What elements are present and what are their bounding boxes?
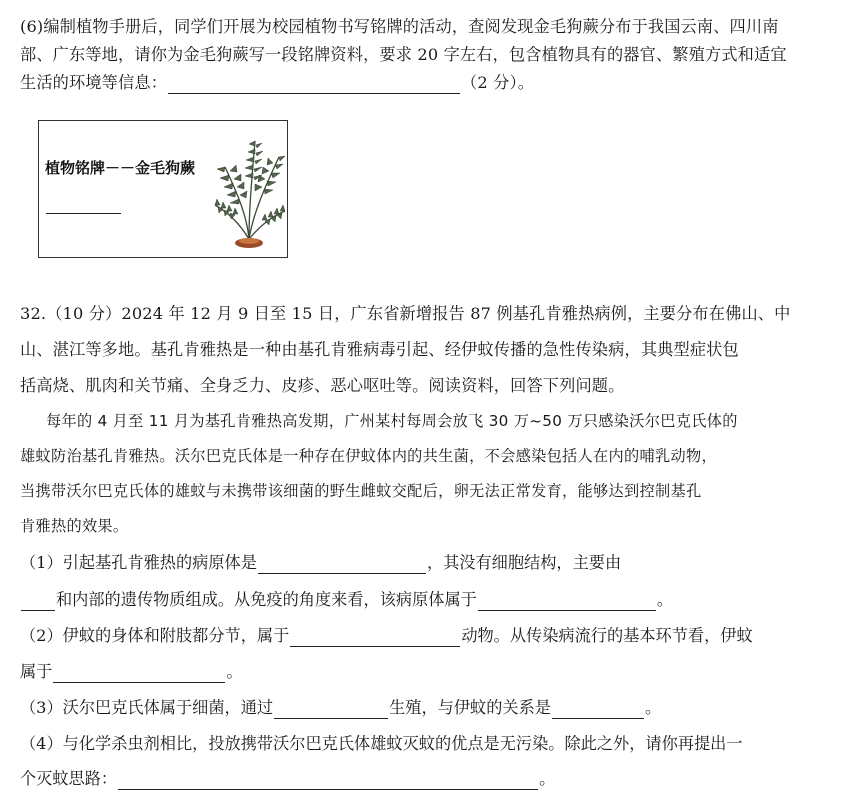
q32-sub3-blank-reproduction[interactable] (274, 700, 388, 719)
q32-sub1-text-a: （1）引起基孔肯雅热的病原体是 (20, 553, 257, 572)
q32-sub2-end: 。 (226, 662, 243, 681)
q32-sub4-line-1: （4）与化学杀虫剂相比，投放携带沃尔巴克氏体雄蚊灭蚊的优点是无污染。除此之外，请你再提出一 (20, 734, 743, 753)
q6-line-3-suffix: （2 分）。 (461, 73, 535, 92)
nameplate-card (38, 120, 288, 258)
q6-line-3 (20, 72, 830, 94)
fern-plant-image (209, 127, 289, 253)
q32-sub2-text-a: （2）伊蚊的身体和附肢都分节，属于 (20, 626, 290, 645)
q32-sub3-text-b: 生殖，与伊蚊的关系是 (389, 698, 551, 717)
q6-line-3-prefix: 生活的环境等信息： (20, 73, 168, 92)
q32-sub3-text-a: （3）沃尔巴克氏体属于细菌，通过 (20, 698, 274, 717)
q32-sub1-blank-coat[interactable] (21, 592, 55, 611)
q32-sub4-blank-idea[interactable] (118, 771, 538, 790)
q32-sub3-blank-relation[interactable] (552, 700, 644, 719)
nameplate-blank-line[interactable] (46, 213, 121, 214)
q32-sub3-end: 。 (645, 698, 662, 717)
q32-sub4-text-b: 个灭蚊思路： (20, 769, 118, 788)
q6-answer-blank[interactable] (168, 75, 460, 94)
q32-material-line-3: 当携带沃尔巴克氏体的雄蚊与未携带该细菌的野生雌蚊交配后，卵无法正常发育，能够达到控制基孔 (20, 482, 702, 500)
q32-sub1-text-b: ，其没有细胞结构，主要由 (426, 553, 622, 572)
q32-sub1-blank-pathogen[interactable] (258, 555, 426, 574)
q6-line-1: (6)编制植物手册后，同学们开展为校园植物书写铭牌的活动，查阅发现金毛狗蕨分布于我国云南、四川南 (20, 17, 779, 36)
q32-sub2-blank-link[interactable] (53, 664, 225, 683)
q32-material-line-1: 每年的 4 月至 11 月为基孔肯雅热高发期，广州某村每周会放飞 30 万~50 万只感染沃尔巴克氏体的 (46, 412, 738, 430)
nameplate-title: 植物铭牌－－金毛狗蕨 (45, 159, 196, 177)
q32-sub4-end: 。 (539, 769, 556, 788)
q32-intro-line-3: 括高烧、肌肉和关节痛、全身乏力、皮疹、恶心呕吐等。阅读资料，回答下列问题。 (20, 376, 625, 395)
q32-sub2-line-2 (20, 661, 830, 683)
q32-sub1-blank-immunity[interactable] (478, 592, 656, 611)
q32-sub1-end: 。 (656, 590, 674, 609)
q32-sub1-line-1 (20, 552, 830, 574)
q32-intro-line-2: 山、湛江等多地。基孔肯雅热是一种由基孔肯雅病毒引起、经伊蚊传播的急性传染病，其典型症状包 (20, 340, 739, 359)
q32-intro-line-1: 32.（10 分）2024 年 12 月 9 日至 15 日，广东省新增报告 87 例基孔肯雅热病例，主要分布在佛山、中 (20, 304, 791, 323)
q32-sub4-line-2 (20, 768, 830, 790)
q32-sub2-blank-animal[interactable] (290, 628, 460, 647)
q32-sub2-text-c: 属于 (20, 662, 53, 681)
q32-sub2-line-1 (20, 625, 830, 647)
q32-material-line-2: 雄蚊防治基孔肯雅热。沃尔巴克氏体是一种存在伊蚊体内的共生菌，不会感染包括人在内的哺乳动物， (20, 447, 717, 465)
q6-line-2: 部、广东等地，请你为金毛狗蕨写一段铭牌资料，要求 20 字左右，包含植物具有的器官、繁殖方式和适宜 (20, 45, 787, 64)
q32-sub1-line-2 (20, 589, 830, 611)
q32-sub3-line (20, 697, 830, 719)
q32-material-line-4: 肯雅热的效果。 (20, 517, 129, 535)
q32-sub1-text-c: 和内部的遗传物质组成。从免疫的角度来看，该病原体属于 (56, 590, 477, 609)
q32-sub2-text-b: 动物。从传染病流行的基本环节看，伊蚊 (461, 626, 753, 645)
